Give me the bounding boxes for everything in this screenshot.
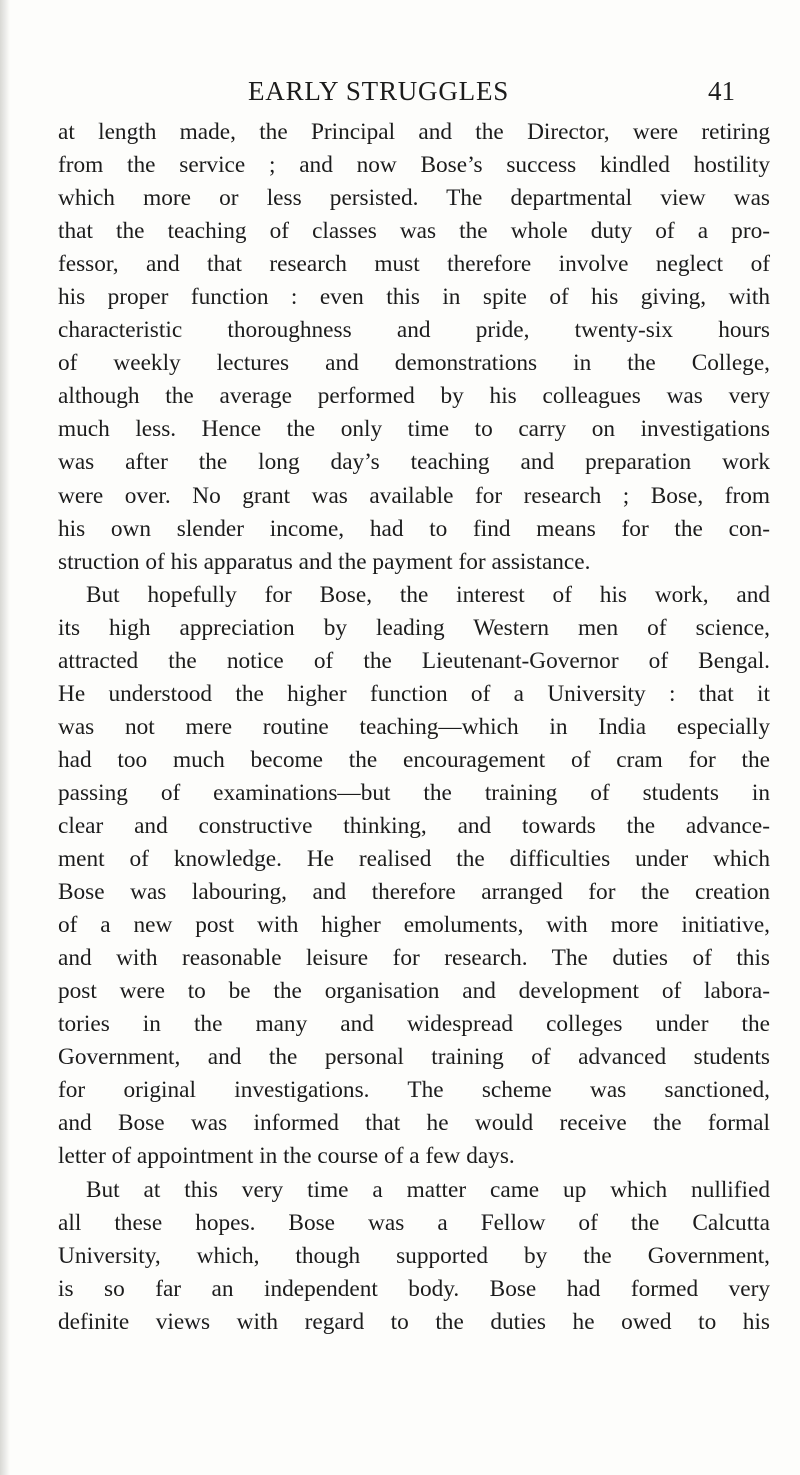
running-title: EARLY STRUGGLES [248, 76, 510, 106]
text-line: at length made, the Principal and the Director, were retiring [58, 119, 770, 145]
text-line: fessor, and that research must therefore involve neglect of [58, 251, 770, 278]
text-line: letter of appointment in the course of a few days. [58, 1143, 515, 1170]
text-line: attracted the notice of the Lieutenant-Governor of Bengal. [58, 647, 770, 674]
paragraph [58, 579, 770, 1174]
text-line: is so far an independent body. Bose had formed very [58, 1275, 770, 1302]
text-line: He understood the higher function of a University : that it [58, 680, 770, 707]
text-line: post were to be the organisation and development of labora- [58, 978, 770, 1005]
text-line: Government, and the personal training of advanced students [58, 1044, 770, 1071]
paragraph [58, 1174, 770, 1339]
text-line: definite views with regard to the duties he owed to his [58, 1308, 770, 1335]
text-line: University, which, though supported by the Government, [58, 1242, 770, 1269]
text-line: Bose was labouring, and therefore arranged for the creation [58, 879, 770, 906]
text-line: from the service ; and now Bose’s success kindled hostility [58, 152, 770, 179]
text-line: struction of his apparatus and the payment for assistance. [58, 548, 591, 575]
text-line: all these hopes. Bose was a Fellow of the Calcutta [58, 1209, 770, 1236]
body-text [58, 116, 770, 1339]
text-line: for original investigations. The scheme was sanctioned, [58, 1077, 770, 1104]
text-line: of a new post with higher emoluments, with more initiative, [58, 912, 770, 939]
text-line: But at this very time a matter came up which nullified [86, 1176, 770, 1203]
text-line: much less. Hence the only time to carry on investigations [58, 416, 770, 443]
running-head [0, 76, 800, 110]
text-line: clear and constructive thinking, and towards the advance- [58, 812, 770, 839]
text-line: and with reasonable leisure for research. The duties of this [58, 945, 770, 972]
paragraph [58, 116, 770, 579]
text-line: But hopefully for Bose, the interest of his work, and [86, 581, 770, 608]
text-line: ment of knowledge. He realised the difficulties under which [58, 846, 770, 873]
text-line: tories in the many and widespread colleges under the [58, 1011, 770, 1038]
page-number: 41 [708, 76, 735, 106]
text-line: had too much become the encouragement of cram for the [58, 746, 770, 773]
text-line: although the average performed by his colleagues was very [58, 383, 770, 410]
text-line: of weekly lectures and demonstrations in the College, [58, 350, 770, 377]
text-line: was after the long day’s teaching and preparation work [58, 449, 770, 476]
text-line: characteristic thoroughness and pride, twenty-six hours [58, 317, 770, 344]
text-line: passing of examinations—but the training of students in [58, 779, 770, 806]
text-line: which more or less persisted. The departmental view was [58, 185, 770, 212]
text-line: its high appreciation by leading Western men of science, [58, 614, 770, 641]
text-line: his own slender income, had to find means for the con- [58, 515, 770, 542]
text-line: and Bose was informed that he would receive the formal [58, 1110, 770, 1137]
text-line: was not mere routine teaching—which in India especially [58, 713, 770, 740]
text-line: his proper function : even this in spite of his giving, with [58, 284, 770, 311]
text-line: were over. No grant was available for research ; Bose, from [58, 482, 770, 509]
text-line: that the teaching of classes was the whole duty of a pro- [58, 218, 770, 245]
page-gutter-shadow [0, 0, 10, 1475]
